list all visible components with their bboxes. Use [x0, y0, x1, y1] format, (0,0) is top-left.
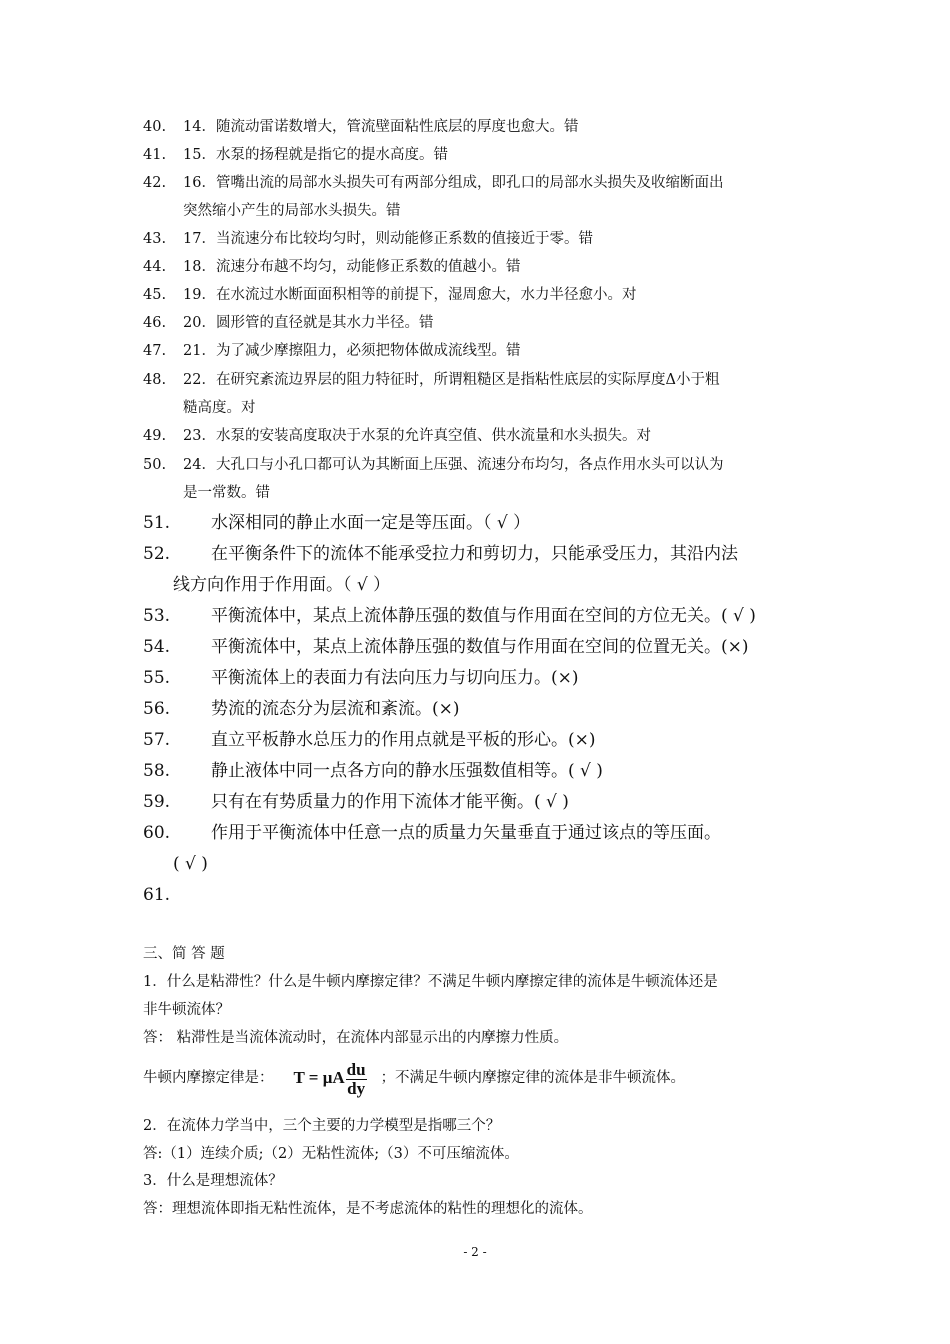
item-text-continuation: 是一常数。错: [183, 485, 270, 501]
item-text: 当流速分布比较均匀时，则动能修正系数的值接近于零。错: [216, 231, 593, 247]
item-number: 47.: [143, 343, 167, 359]
formula-fraction: [346, 1061, 367, 1098]
item-number: 43.: [143, 231, 167, 247]
formula-numerator: du: [346, 1059, 366, 1079]
item-text: 在水流过水断面面积相等的前提下，湿周愈大，水力半径愈小。对: [216, 287, 637, 303]
item-text: 管嘴出流的局部水头损失可有两部分组成，即孔口的局部水头损失及收缩断面出: [216, 175, 724, 191]
question-1-continuation: 非牛顿流体？: [143, 1002, 230, 1018]
item-number: 57.: [143, 730, 171, 750]
item-text: 平衡流体上的表面力有法向压力与切向压力。(×): [211, 668, 579, 688]
list-item: [143, 663, 813, 694]
sub-number: 21．: [183, 343, 216, 359]
list-item: [143, 787, 813, 818]
item-number: 51.: [143, 513, 171, 533]
item-text: 静止液体中同一点各方向的静水压强数值相等。( √ ): [211, 761, 603, 781]
item-text: 水深相同的静止水面一定是等压面。（ √ ）: [211, 513, 531, 533]
item-text: 作用于平衡流体中任意一点的质量力矢量垂直于通过该点的等压面。: [211, 823, 721, 843]
sub-number: 17．: [183, 231, 216, 247]
item-number: 44.: [143, 259, 167, 275]
item-number: 42.: [143, 175, 167, 191]
formula-lhs: T = μA: [293, 1068, 345, 1087]
list-item: [143, 539, 813, 601]
formula-label: 牛顿内摩擦定律是：: [143, 1070, 274, 1086]
item-text: 在平衡条件下的流体不能承受拉力和剪切力，只能承受压力，其沿内法: [211, 544, 738, 564]
sub-number: 22．: [183, 372, 216, 388]
item-text: 水泵的扬程就是指它的提水高度。错: [216, 147, 448, 163]
item-number: 56.: [143, 699, 171, 719]
question-1: 1．什么是粘滞性？什么是牛顿内摩擦定律？不满足牛顿内摩擦定律的流体是牛顿流体还是: [143, 974, 718, 990]
answer-1: 答： 粘滞性是当流体流动时，在流体内部显示出的内摩擦力性质。: [143, 1030, 569, 1046]
question-3: 3．什么是理想流体？: [143, 1173, 283, 1189]
list-item: [143, 366, 813, 422]
item-number: 55.: [143, 668, 171, 688]
list-item: [143, 169, 813, 225]
list-item: [143, 281, 813, 309]
item-text: 在研究紊流边界层的阻力特征时，所谓粗糙区是指粘性底层的实际厚度Δ小于粗: [216, 372, 720, 388]
list-item: [143, 253, 813, 281]
answer-3: 答：理想流体即指无粘性流体，是不考虑流体的粘性的理想化的流体。: [143, 1201, 593, 1217]
page-number: - 2 -: [463, 1245, 487, 1259]
item-number: 45.: [143, 287, 167, 303]
list-item: [143, 601, 813, 632]
list-item: [143, 337, 813, 365]
list-item: [143, 694, 813, 725]
item-text: 只有在有势质量力的作用下流体才能平衡。( √ ): [211, 792, 569, 812]
item-number: 61.: [143, 885, 171, 905]
answer-2: 答:（1）连续介质;（2）无粘性流体;（3）不可压缩流体。: [143, 1146, 519, 1162]
list-item: [143, 225, 813, 253]
item-number: 41.: [143, 147, 167, 163]
question-2: 2．在流体力学当中，三个主要的力学模型是指哪三个？: [143, 1118, 501, 1134]
item-number: 52.: [143, 544, 171, 564]
item-number: 46.: [143, 315, 167, 331]
sub-number: 14．: [183, 119, 216, 135]
formula-denominator: dy: [347, 1078, 366, 1098]
item-number: 54.: [143, 637, 171, 657]
item-number: 48.: [143, 372, 167, 388]
sub-number: 15．: [183, 147, 216, 163]
list-item: [143, 309, 813, 337]
list-item: [143, 113, 813, 141]
formula-tail: ；不满足牛顿内摩擦定律的流体是非牛顿流体。: [380, 1070, 686, 1086]
item-text: 圆形管的直径就是其水力半径。错: [216, 315, 434, 331]
item-number: 60.: [143, 823, 171, 843]
item-number: 59.: [143, 792, 171, 812]
item-number: 50.: [143, 457, 167, 473]
answer-1-formula-line: [143, 1056, 813, 1100]
sub-number: 20．: [183, 315, 216, 331]
item-text-continuation: 糙高度。对: [183, 400, 256, 416]
list-item: [143, 756, 813, 787]
item-text: 随流动雷诺数增大，管流壁面粘性底层的厚度也愈大。错: [216, 119, 579, 135]
item-text: 为了减少摩擦阻力，必须把物体做成流线型。错: [216, 343, 521, 359]
section-title: 三、简 答 题: [143, 946, 225, 962]
item-text: 大孔口与小孔口都可认为其断面上压强、流速分布均匀，各点作用水头可以认为: [216, 457, 724, 473]
sub-number: 19．: [183, 287, 216, 303]
list-item: [143, 632, 813, 663]
sub-number: 16．: [183, 175, 216, 191]
item-text: 直立平板静水总压力的作用点就是平板的形心。(×): [211, 730, 596, 750]
item-text-continuation: 线方向作用于作用面。（ √ ）: [173, 575, 391, 595]
item-text: 势流的流态分为层流和紊流。(×): [211, 699, 460, 719]
item-text: 水泵的安装高度取决于水泵的允许真空值、供水流量和水头损失。对: [216, 428, 651, 444]
list-item: [143, 141, 813, 169]
item-text: 流速分布越不均匀，动能修正系数的值越小。错: [216, 259, 521, 275]
newton-friction-formula: [294, 1056, 367, 1100]
item-number: 49.: [143, 428, 167, 444]
list-item: [143, 451, 813, 507]
item-text-continuation: 突然缩小产生的局部水头损失。错: [183, 203, 401, 219]
sub-number: 23．: [183, 428, 216, 444]
item-text: 平衡流体中，某点上流体静压强的数值与作用面在空间的位置无关。(×): [211, 637, 749, 657]
item-number: 53.: [143, 606, 171, 626]
list-item: [143, 725, 813, 756]
item-text: 平衡流体中，某点上流体静压强的数值与作用面在空间的方位无关。( √ ): [211, 606, 756, 626]
list-item: [143, 422, 813, 450]
sub-number: 24．: [183, 457, 216, 473]
item-number: 40.: [143, 119, 167, 135]
item-text-continuation: ( √ ): [173, 854, 208, 874]
list-item: [143, 508, 813, 539]
list-item: [143, 818, 813, 880]
sub-number: 18．: [183, 259, 216, 275]
item-number: 58.: [143, 761, 171, 781]
